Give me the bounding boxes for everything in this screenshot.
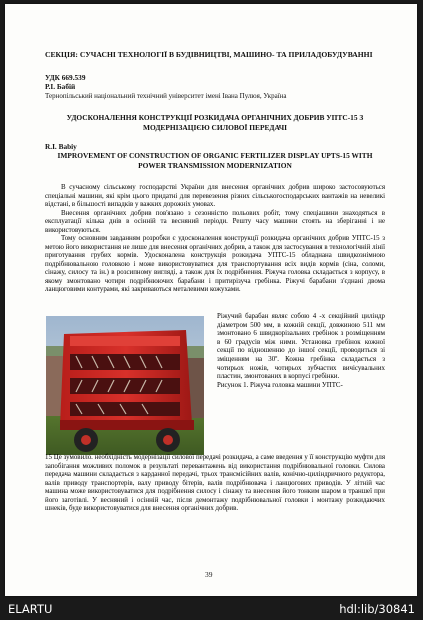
cutting-head-photo [46, 316, 204, 455]
article-title-ukrainian: УДОСКОНАЛЕННЯ КОНСТРУКЦІЇ РОЗКИДАЧА ОРГАНІЧНИХ ДОБРИВ УПТС-15 З МОДЕРНІЗАЦІЄЮ СИЛОВОЇ ПЕРЕДАЧІ [66, 113, 364, 132]
paragraph: Тому основним завданням розробки є удосконалення конструкції розкидача органічних добрив УПТС-15 з метою його використання не лише для внесення органічних добрив, а також для застосування в технологічній лінії приготування грубих кормів. Удосконалена конструкція розкидача УПТС-15 обладнана швидкознімною подрібнювальною головкою і може використовуватися для транспортування всіх видів кормів (сіна, соломи, сінажу, силосу та ін.) в розсипному вигляді, а також для їх подрібнення. Ріжуча головка складається з корпусу, в якому змонтовано чотири подрібнюючих барабани і притирізуча гребінка. Ріжучі барабани з'єднані двома ланцюговими контурами, які закриваються металевими кожухами. [45, 235, 385, 293]
page-number: 39 [205, 570, 213, 579]
paragraph: Внесення органічних добрив пов'язано з сезонністю польових робіт, тому спеціашини знаходяться в експлуатації кілька днів в осінній та весняний періоди. Решту часу машини стоять на зберіганні і не використовуються. [45, 209, 385, 234]
paragraph: Ріжучий барабан являє собою 4 -х секційний циліндр діаметром 500 мм, в кожній секції, довжиною 511 мм змонтовано 6 швидкорізальних гребінок з розміщенням в 60 градусів між ними. Установка гребінок кожної секції по відношенню до іншої секції, проводиться зі зміщенням на 30º. Кожна гребінка складається з чотирьох ножів, чотирьох зубчастих вичісувальних пластин, змонтованих в корпусі гребінки. [217, 313, 385, 381]
paragraph: В сучасному сільському господарстві України для внесення органічних добрив широко застосовуються спеціальні машини, які крім цього придатні для перевезення різних сільськогосподарських вантажів на невеликі відстані, в більшості випадків у важких дорожніх умовах. [45, 184, 385, 208]
udk-code: УДК 669.539 [45, 73, 86, 82]
author-name: Р.І. Бабій [45, 82, 76, 91]
article-title-english: IMPROVEMENT OF CONSTRUCTION OF ORGANIC FERTILIZER DISPLAY UPTS-15 WITH POWER TRANSMISSION MODERNIZATION [57, 151, 373, 170]
machine-photo-illustration [46, 316, 204, 455]
power-transmission-paragraph [45, 454, 385, 514]
figure-caption: Рисунок 1. Ріжуча головка машини УПТС- [217, 381, 343, 389]
section-header: СЕКЦІЯ: СУЧАСНІ ТЕХНОЛОГІЇ В БУДІВНИЦТВІ, МАШИНО- ТА ПРИЛАДОБУДУВАННІ [45, 50, 373, 59]
paragraph: 15 Це зумовило. необхідність модернізації силової передачі розкидача, а саме введення у її конструкцію муфти для запобігання можливих поломок в результаті перевантажень від використання подрібнювальної головки. Силова передача машини складається з карданної передачі, трьох трансмісійних валів, конічно-циліндричного редуктора, валів приводу транспортерів, валу приводу бітерів, валів подрібнювача і ланцюгових приводів. У літній час машина може використовуватися для подрібнення силосу і сінажу та внесення його тонким шаром в траншеї при його заготівлі. У весняний і осінній час, після демонтажу подрібнювальної головки і монтажу розкидаючих шнеків, буде використовуватися для внесення органічних добрив. [45, 454, 385, 512]
handle-identifier: hdl:lib/30841 [339, 602, 415, 616]
cutting-drum-description [217, 313, 385, 390]
author-name-english: R.I. Babiy [45, 142, 77, 151]
intro-paragraphs [45, 184, 385, 295]
document-page [5, 4, 417, 596]
author-affiliation: Тернопільський національний технічний університет імені Івана Пулюя, Україна [45, 92, 287, 100]
repository-name: ELARTU [8, 602, 53, 616]
